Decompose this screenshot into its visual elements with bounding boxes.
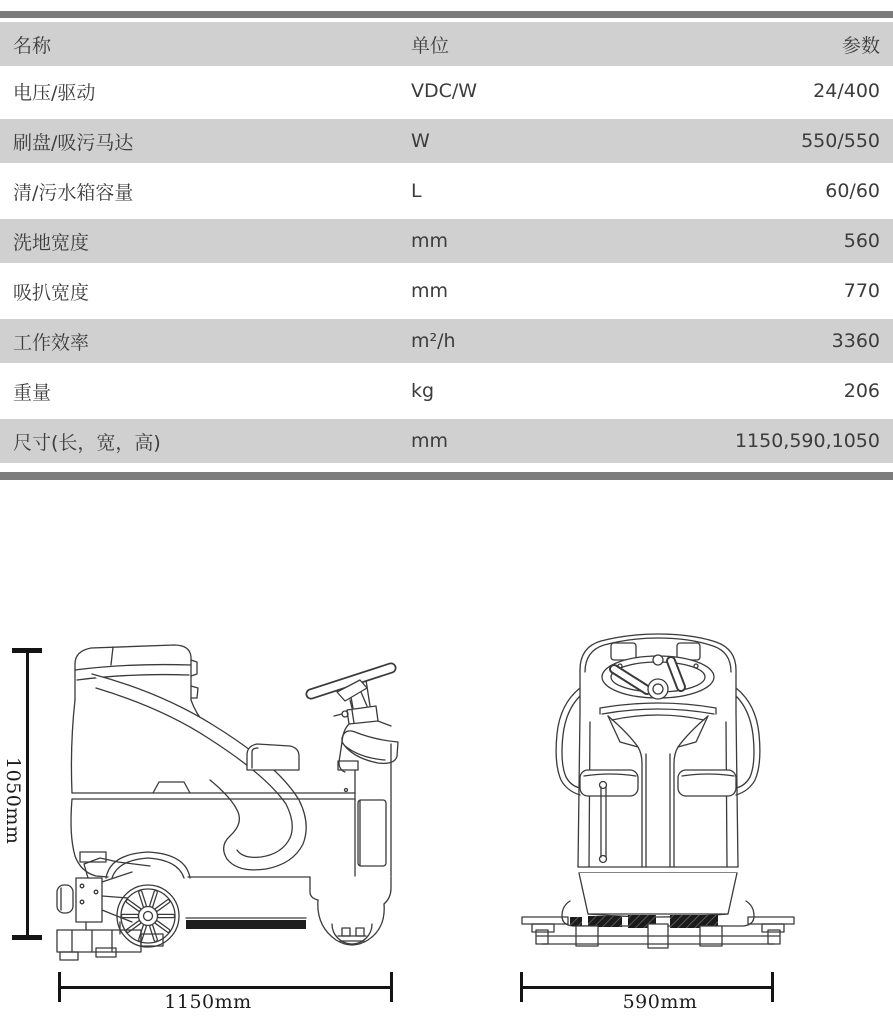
row-unit: W [411, 130, 430, 152]
table-row [0, 316, 893, 366]
row-unit: mm [411, 230, 449, 252]
dimension-width-tick [520, 972, 523, 1002]
row-unit: m²/h [411, 330, 456, 352]
dimension-width-line [521, 986, 774, 989]
table-row [0, 166, 893, 216]
row-value: 560 [843, 230, 880, 252]
row-name: 洗地宽度 [13, 231, 90, 254]
row-value: 550/550 [801, 130, 880, 152]
technical-drawings [0, 500, 893, 1025]
table-row [0, 366, 893, 416]
dimension-length-tick [58, 972, 61, 1002]
dimension-length-line [59, 986, 393, 989]
dimension-height-cap [12, 648, 42, 653]
dimension-length-tick [390, 972, 393, 1002]
row-name: 工作效率 [13, 331, 90, 354]
side-view-drawing [0, 630, 450, 1000]
dimension-height-label: 1050mm [2, 757, 24, 845]
bottom-divider-bar [0, 472, 893, 480]
table-row [0, 416, 893, 466]
row-name: 电压/驱动 [13, 81, 96, 104]
row-value: 206 [843, 380, 880, 402]
row-value: 60/60 [825, 180, 880, 202]
top-divider-bar [0, 11, 893, 18]
dimension-length-label: 1150mm [164, 991, 252, 1013]
row-unit: mm [411, 280, 449, 302]
dimension-height-cap [12, 935, 42, 940]
header-name-cell: 名称 [13, 34, 52, 57]
row-unit: L [411, 180, 422, 202]
rear-view-drawing [500, 630, 800, 1000]
dimension-width-tick [771, 972, 774, 1002]
row-value: 3360 [831, 330, 880, 352]
header-value-cell: 参数 [841, 34, 880, 57]
table-row [0, 66, 893, 116]
row-value: 24/400 [813, 80, 880, 102]
row-name: 吸扒宽度 [13, 281, 90, 304]
table-header-row [0, 22, 893, 66]
dimension-height-line [26, 650, 29, 938]
row-name: 尺寸(长，宽，高) [13, 431, 161, 454]
row-name: 刷盘/吸污马达 [13, 131, 134, 154]
dimension-width-label: 590mm [622, 991, 698, 1013]
row-unit: kg [411, 380, 435, 402]
row-name: 重量 [13, 381, 52, 404]
table-row [0, 266, 893, 316]
row-unit: VDC/W [411, 80, 478, 102]
row-unit: mm [411, 430, 449, 452]
table-row [0, 216, 893, 266]
header-unit-cell: 单位 [411, 34, 450, 57]
row-name: 清/污水箱容量 [13, 181, 134, 204]
table-row [0, 116, 893, 166]
row-value: 1150,590,1050 [734, 430, 880, 452]
spec-table [0, 22, 893, 466]
row-value: 770 [843, 280, 880, 302]
